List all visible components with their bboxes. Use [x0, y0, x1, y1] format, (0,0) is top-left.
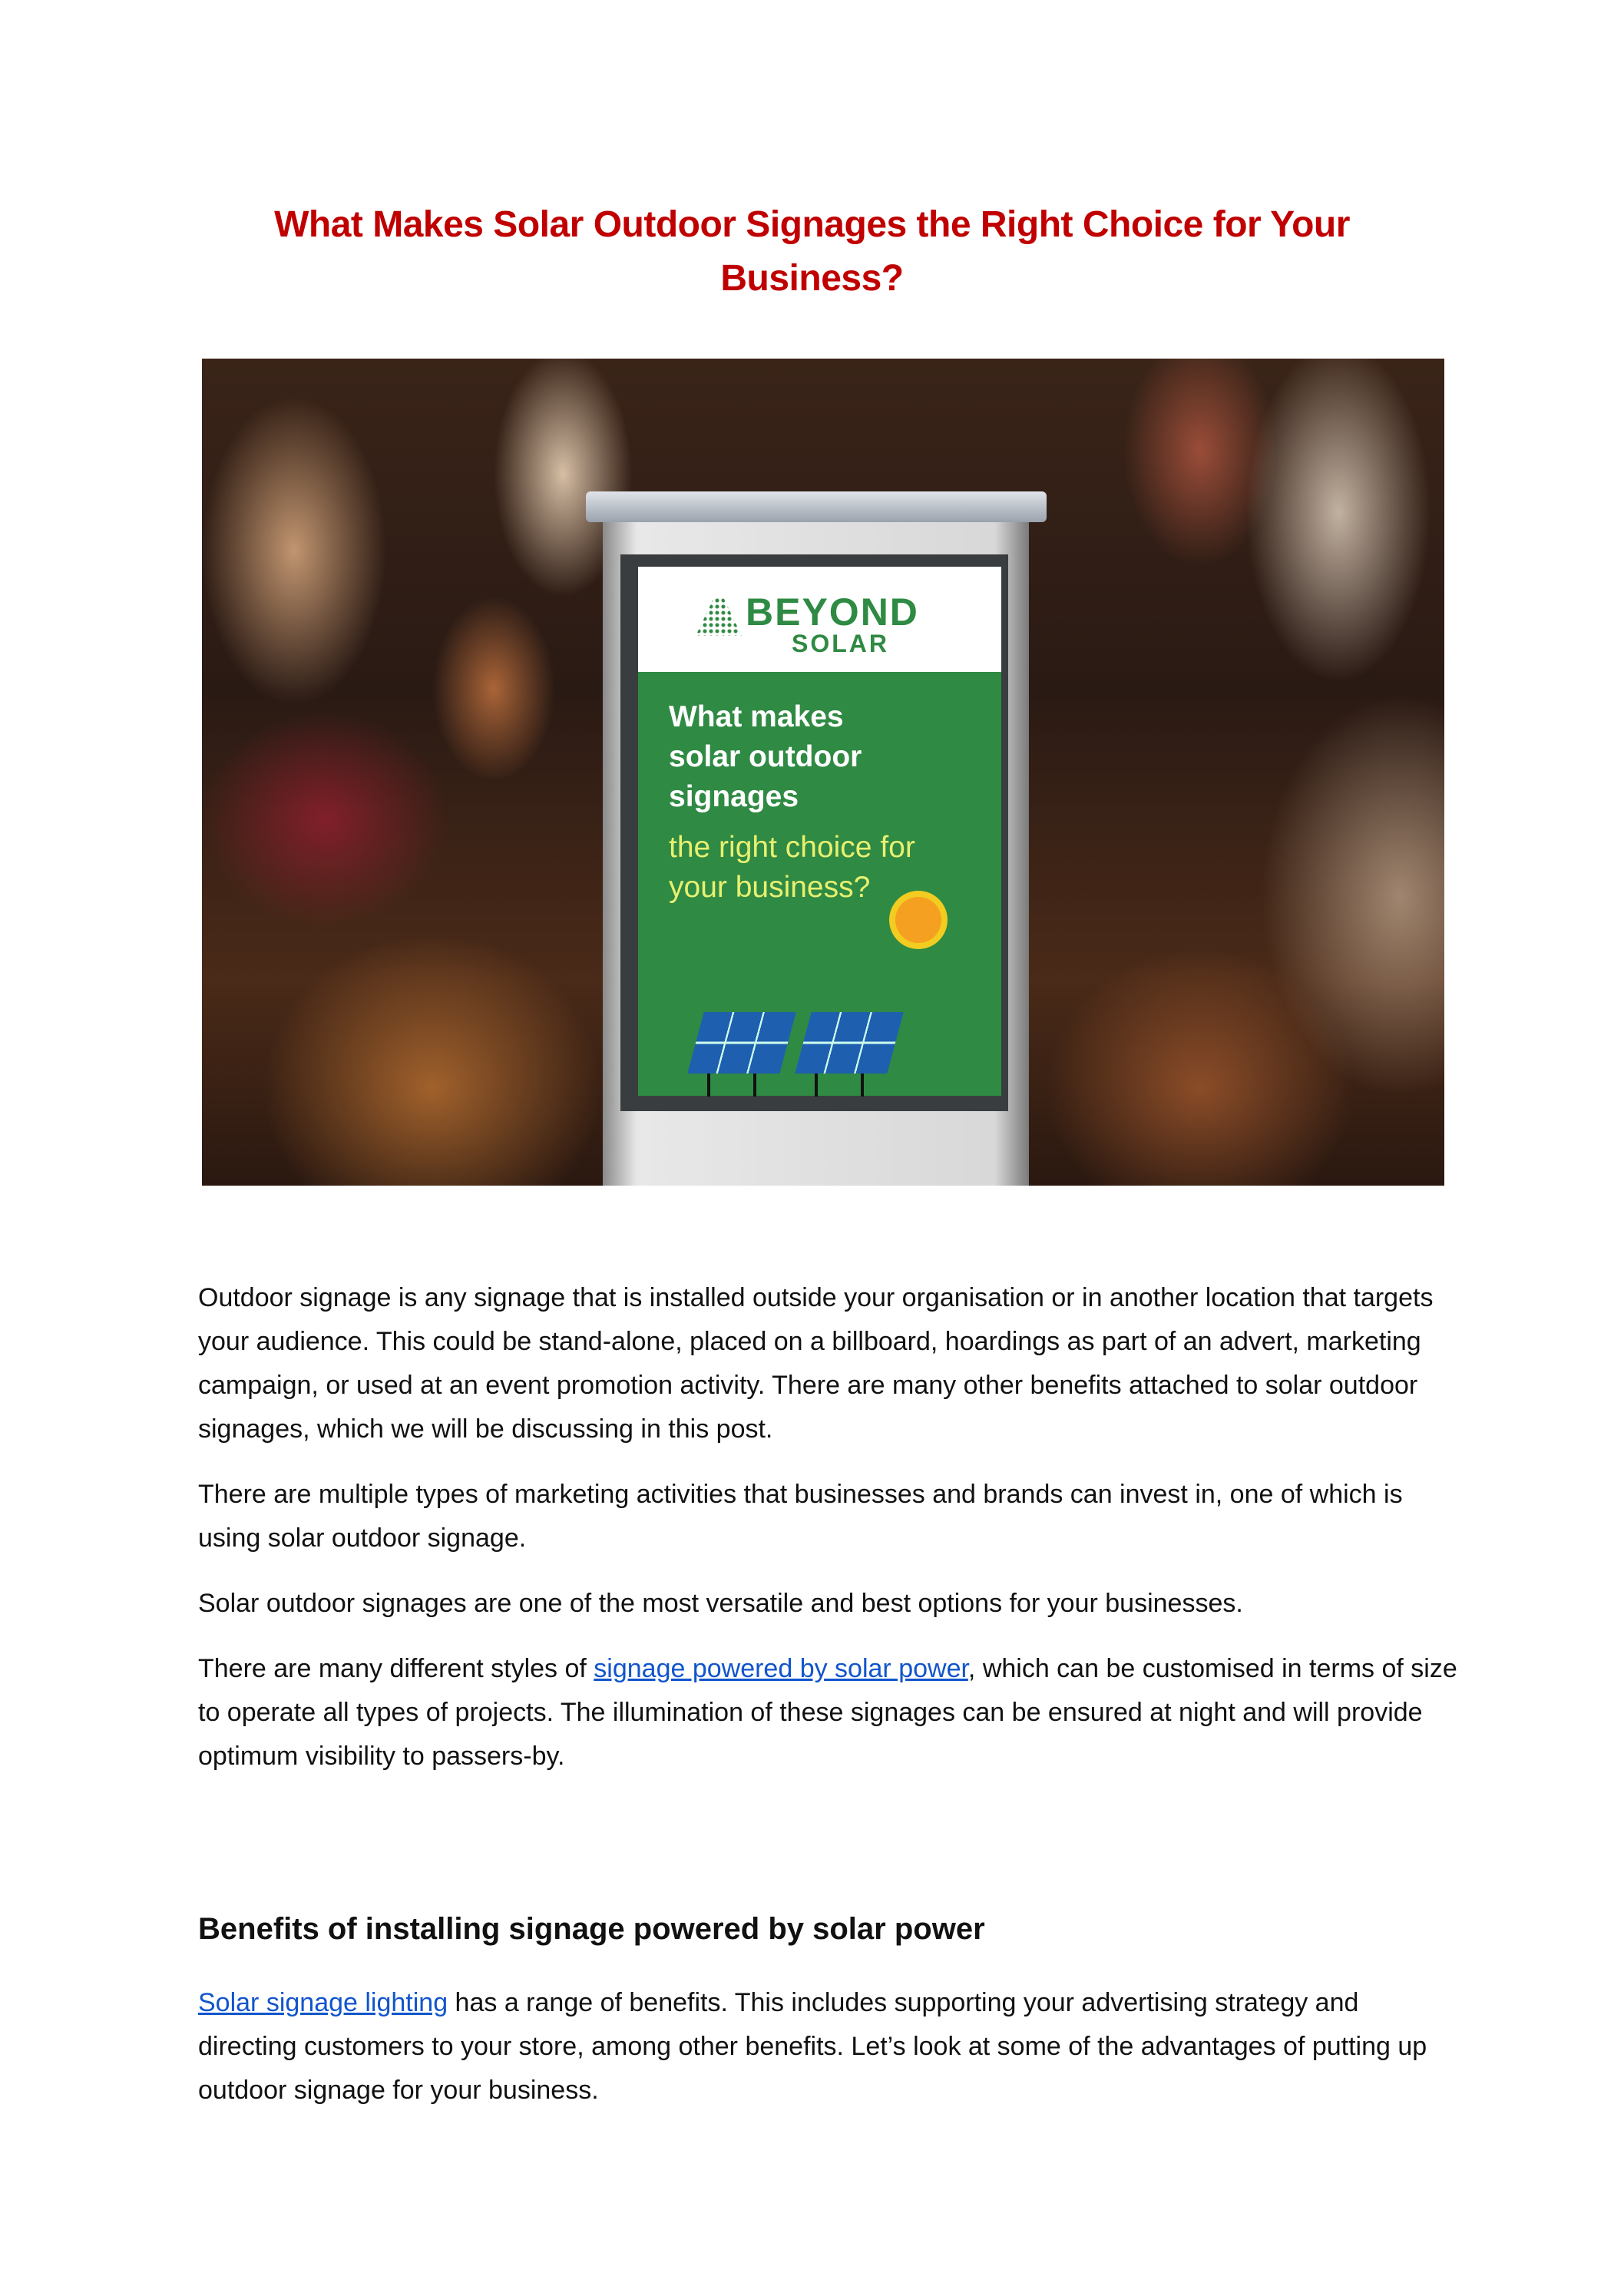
panel-leg [815, 1074, 818, 1097]
paragraph [198, 1647, 1457, 1778]
text: has a range of benefits. This includes supporting your advertising strategy and directing customers to your store, among other benefits. Let’s look at some of the advantages of putting up outdoor signage for your business. [198, 1988, 1427, 2105]
solar-panel-icon [795, 1012, 903, 1074]
hero-image [202, 359, 1444, 1186]
panel-leg [753, 1074, 756, 1097]
paragraph: Outdoor signage is any signage that is installed outside your organisation or in another location that targets your audience. This could be stand-alone, placed on a billboard, hoardings as part of an advert, marketing campaign, or used at an event promotion activity. There are many other benefits attached to solar outdoor signages, which we will be discussing in this post. [198, 1283, 1434, 1444]
signage-link[interactable]: signage powered by solar power [594, 1654, 968, 1683]
sun-icon [895, 897, 941, 943]
logo-subtext: SOLAR [792, 630, 889, 657]
paragraph: There are multiple types of marketing activities that businesses and brands can invest in, one of which is using solar outdoor signage. [198, 1480, 1403, 1553]
sign-poster [638, 567, 1001, 1096]
poster-subline: the right choice for your business? [669, 831, 915, 904]
poster-logo [638, 567, 1001, 672]
body-text-2 [198, 1981, 1457, 2112]
text: There are many different styles of [198, 1654, 594, 1683]
solar-grid-icon [696, 597, 742, 636]
panel-leg [707, 1074, 710, 1097]
panel-leg [861, 1074, 864, 1097]
solar-panel-icon [687, 1012, 795, 1074]
poster-headline: What makes solar outdoor signages [669, 700, 862, 813]
body-text [198, 1276, 1457, 1778]
page-title: What Makes Solar Outdoor Signages the Right Choice for Your Business? [274, 204, 1350, 299]
solar-signage-link[interactable]: Solar signage lighting [198, 1988, 448, 2017]
paragraph [198, 1981, 1457, 2112]
solar-cap [586, 491, 1047, 522]
section-heading: Benefits of installing signage powered by solar power [198, 1912, 985, 1946]
paragraph: Solar outdoor signages are one of the most versatile and best options for your businesses. [198, 1589, 1243, 1618]
logo-text: BEYOND [746, 591, 919, 634]
text: , which can be customised in terms of size to operate all types of projects. The illumination of these signages can be ensured at night and will provide optimum visibility to passers-by. [198, 1654, 1457, 1771]
